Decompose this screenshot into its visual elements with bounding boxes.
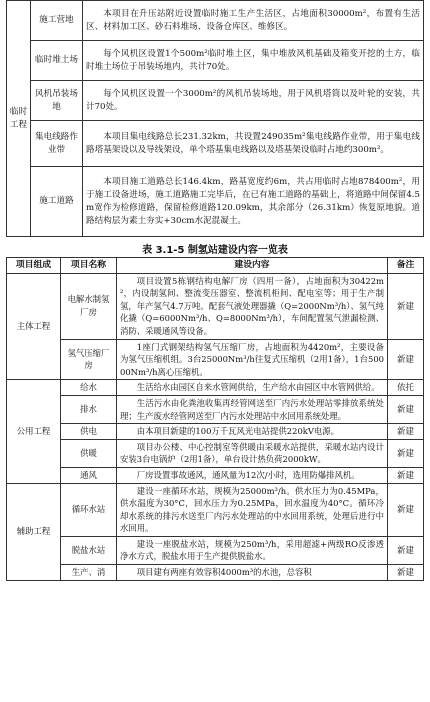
hydrogen-station-table [6,257,424,581]
table-row [7,273,424,339]
item-note: 新建 [388,395,424,423]
group-cell: 辅助工程 [7,483,61,580]
table-row [7,1,424,41]
item-content: 生活给水由园区自来水管网供给，生产给水由园区中水管网供给。 [117,380,388,396]
item-name: 排水 [61,395,117,423]
table-row [7,81,424,121]
item-name: 通风 [61,467,117,483]
table-row [7,439,424,467]
table-row [7,380,424,396]
item-note: 新建 [388,339,424,380]
item-name: 电解水制氢厂房 [61,273,117,339]
item-note: 新建 [388,536,424,564]
table-row [7,121,424,167]
item-name: 供电 [61,424,117,440]
item-note: 新建 [388,565,424,581]
item-name: 给水 [61,380,117,396]
header-cell: 项目组成 [7,258,61,274]
table-row [7,41,424,81]
temporary-works-table [6,0,424,237]
item-note: 新建 [388,467,424,483]
item-content: 每个风机区设置1个500m²临时堆土区，集中堆放风机基础及箱变开挖的土方，临时堆土场位于吊装场地内，共计70处。 [83,41,424,81]
item-content: 本项目施工道路总长146.4km，路基宽度约6m，共占用临时占地878400m²，用于施工设备进场，施工道路施工完毕后，在已有施工道路的基础上，将道路中间保留4.5m宽作为检修道路，保留检修道路120.09km，其余部分（26.31km）恢复原地貌。道路结构层为素土夯实+30cm水泥混凝土。 [83,167,424,237]
item-content: 项目设置5栋钢结构电解厂房（四用一备），占地面积为30422m²，内设制氢间、整流变压器室、整流机柜间、配电室等；用于生产制氢，年产氢气4.7万吨。配套气液处理器撬（Q=2000Nm³/h）、氢气纯化撬（Q=6000Nm³/h、Q=8000Nm³/h），车间配置氢气泄漏检测、消防、采暖通风等设备。 [117,273,388,339]
item-name: 临时堆土场 [31,41,83,81]
table-row [7,565,424,581]
item-content: 1座门式钢架结构氢气压缩厂房，占地面积为4420m²，主要设备为氢气压缩机组。3台25000Nm³/h往复式压缩机（2用1备），1台50000Nm³/h离心压缩机。 [117,339,388,380]
table-row [7,339,424,380]
item-content: 本项目集电线路总长231.32km，共设置249035m²集电线路作业带，用于集电线路塔基架设以及导线架设，单个塔基集电线路以及塔基架设临时占地约300m²。 [83,121,424,167]
table-title: 表 3.1-5 制氢站建设内容一览表 [142,245,288,256]
table-row [7,536,424,564]
table-row [7,395,424,423]
table-row [7,483,424,536]
item-note: 依托 [388,380,424,396]
table-row [7,167,424,237]
item-content: 由本项目新建的100万千瓦风光电站提供220kV电源。 [117,424,388,440]
header-cell: 备注 [388,258,424,274]
item-note: 新建 [388,483,424,536]
group-cell: 公用工程 [7,380,61,483]
header-cell: 建设内容 [117,258,388,274]
item-name: 循环水站 [61,483,117,536]
item-note: 新建 [388,273,424,339]
item-name: 供暖 [61,439,117,467]
table-row [7,467,424,483]
item-content: 本项目在升压站附近设置临时施工生产生活区，占地面积30000m²，布置有生活区、材料加工区、砂石料堆场、设备仓库区、维修区。 [83,1,424,41]
header-cell: 项目名称 [61,258,117,274]
category-cell: 临时工程 [7,1,31,237]
item-content: 每个风机区设置一个3000m²的风机吊装场地，用于风机塔筒以及叶轮的安装，共计70处。 [83,81,424,121]
header-row [7,258,424,274]
item-content: 项目建有两座有效容积4000m³的水池，总容积 [117,565,388,581]
item-note: 新建 [388,424,424,440]
item-content: 项目办公楼、中心控制室等供暖由采暖水站提供，采暖水站内设计安装3台电锅炉（2用1备），单台设计热负荷2000kW。 [117,439,388,467]
item-name: 脱盐水站 [61,536,117,564]
item-name: 风机吊装场地 [31,81,83,121]
item-name: 生产、消 [61,565,117,581]
item-note: 新建 [388,439,424,467]
group-cell: 主体工程 [7,273,61,380]
item-name: 施工营地 [31,1,83,41]
item-content: 建设一座脱盐水站，规模为250m³/h，采用超滤+两级RO反渗透净水方式，脱盐水用于生产提供脱盐水。 [117,536,388,564]
item-name: 施工道路 [31,167,83,237]
item-content: 生活污水由化粪池收集再经管网送至厂内污水处理站零排放系统处理；生产废水经管网送至厂内污水处理站中水回用系统处理。 [117,395,388,423]
item-content: 厂房设置事故通风，通风量为12次/小时，选用防爆排风机。 [117,467,388,483]
table-row [7,424,424,440]
item-name: 氢气压缩厂房 [61,339,117,380]
item-content: 建设一座循环水站，规模为25000m³/h。供水压力为0.45MPa，供水温度为30°C，回水压力为0.25MPa，回水温度为40°C。循环冷却水系统的排污水送至厂内污水处理站的中水回用系统，处理后进行中水回用。 [117,483,388,536]
item-name: 集电线路作业带 [31,121,83,167]
